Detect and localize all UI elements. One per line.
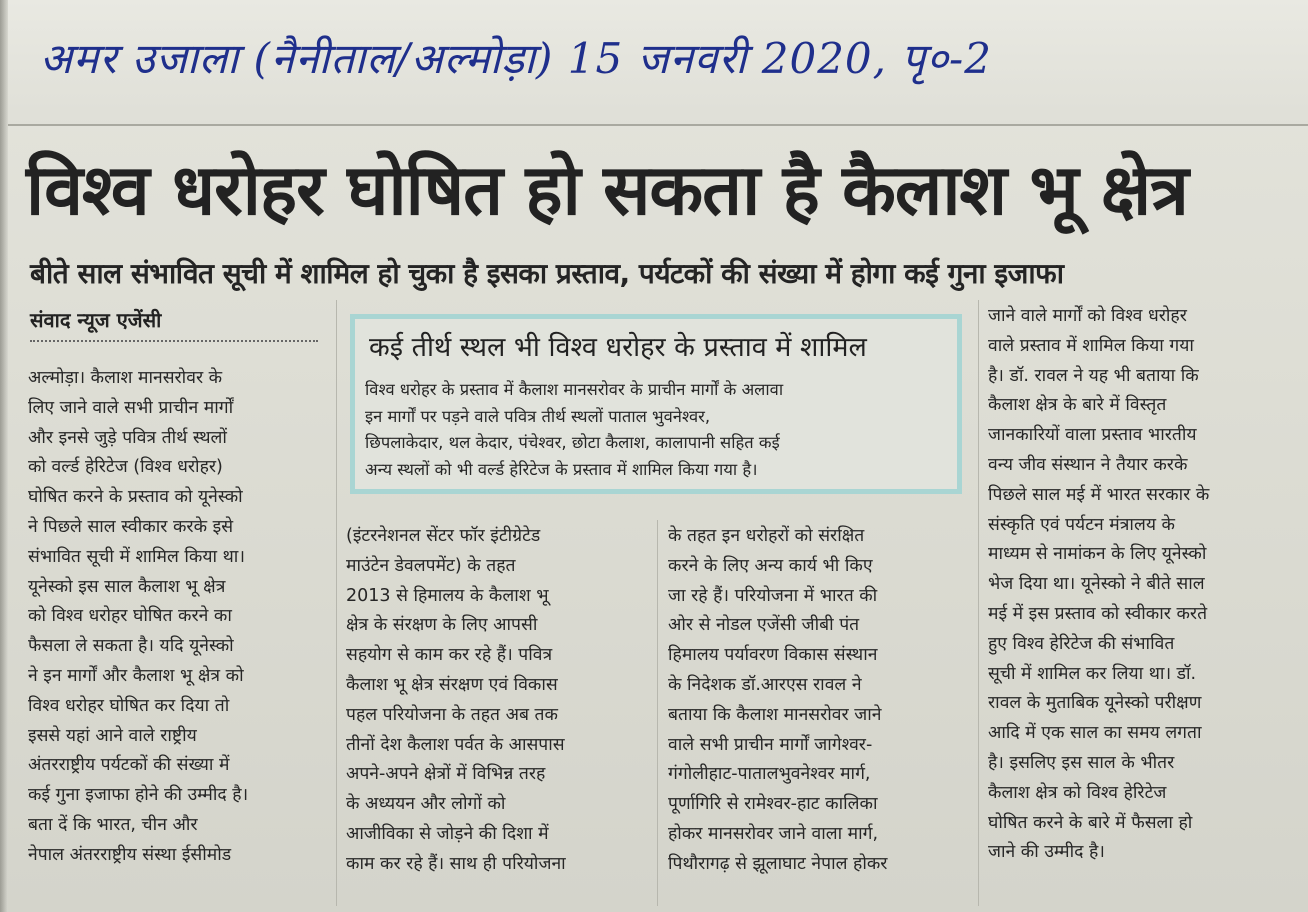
article-column-4: जाने वाले मार्गों को विश्व धरोहर वाले प्रस्ताव में शामिल किया गया है। डॉ. रावल ने यह भी बताया कि कैलाश क्षेत्र के बारे में विस्तृत जानकारियों वाला प्रस्ताव भारतीय वन्य जीव संस्थान ने तैयार करके पिछले साल मई में भारत सरकार के संस्कृति एवं पर्यटन मंत्रालय के माध्यम से नामांकन के लिए यूनेस्को भेज दिया था। यूनेस्को ने बीते साल मई में इस प्रस्ताव को स्वीकार करते हुए विश्व हेरिटेज की संभावित सूची में शामिल कर लिया था। डॉ. रावल के मुताबिक यूनेस्को परीक्षण आदि में एक साल का समय लगता है। इसलिए इस साल के भीतर कैलाश क्षेत्र को विश्व हेरिटेज घोषित करने के बारे में फैसला हो जाने की उम्मीद है। [988, 306, 1210, 863]
article-column-2: (इंटरनेशनल सेंटर फॉर इंटीग्रेटेड माउंटेन डेवलपमेंट) के तहत 2013 से हिमालय के कैलाश भू क्षेत्र के संरक्षण के लिए आपसी सहयोग से काम कर रहे हैं। पवित्र कैलाश भू क्षेत्र संरक्षण एवं विकास पहल परियोजना के तहत अब तक तीनों देश कैलाश पर्वत के आसपास अपने-अपने क्षेत्रों में विभिन्न तरह के अध्ययन और लोगों को आजीविका से जोड़ने की दिशा में काम कर रहे हैं। साथ ही परियोजना [346, 526, 566, 874]
handwritten-source-note: अमर उजाला (नैनीताल/अल्मोड़ा) 15 जनवरी 2020, पृ०-2 [40, 34, 992, 83]
fold-line [8, 124, 1308, 126]
highlight-box-title: कई तीर्थ स्थल भी विश्व धरोहर के प्रस्ताव में शामिल [369, 332, 867, 363]
subheadline: बीते साल संभावित सूची में शामिल हो चुका है इसका प्रस्ताव, पर्यटकों की संख्या में होगा कई गुना इजाफा [30, 257, 1064, 290]
article-column-3: के तहत इन धरोहरों को संरक्षित करने के लिए अन्य कार्य भी किए जा रहे हैं। परियोजना में भारत की ओर से नोडल एजेंसी जीबी पंत हिमालय पर्यावरण विकास संस्थान के निदेशक डॉ.आरएस रावल ने बताया कि कैलाश मानसरोवर जाने वाले सभी प्राचीन मार्गों जागेश्वर- गंगोलीहाट-पातालभुवनेश्वर मार्ग, पूर्णागिरि से रामेश्वर-हाट कालिका होकर मानसरोवर जाने वाला मार्ग, पिथौरागढ़ से झूलाघाट नेपाल होकर [668, 526, 888, 874]
headline: विश्व धरोहर घोषित हो सकता है कैलाश भू क्षेत्र [26, 149, 1188, 231]
byline-divider [30, 340, 318, 342]
page-edge-shadow [0, 0, 8, 912]
highlight-box [350, 314, 962, 494]
highlight-box-text: विश्व धरोहर के प्रस्ताव में कैलाश मानसरोवर के प्राचीन मार्गों के अलावा इन मार्गों पर पड़ने वाले पवित्र तीर्थ स्थलों पाताल भुवनेश्वर, छिपलाकेदार, थल केदार, पंचेश्वर, छोटा कैलाश, कालापानी सहित कई अन्य स्थलों को भी वर्ल्ड हेरिटेज के प्रस्ताव में शामिल किया गया है। [365, 380, 784, 479]
column-divider [657, 520, 658, 906]
byline: संवाद न्यूज एजेंसी [30, 308, 162, 332]
column-divider [978, 300, 979, 906]
article-column-1: अल्मोड़ा। कैलाश मानसरोवर के लिए जाने वाले सभी प्राचीन मार्गों और इनसे जुड़े पवित्र तीर्थ स्थलों को वर्ल्ड हेरिटेज (विश्व धरोहर) घोषित करने के प्रस्ताव को यूनेस्को ने पिछले साल स्वीकार करके इसे संभावित सूची में शामिल किया था। यूनेस्को इस साल कैलाश भू क्षेत्र को विश्व धरोहर घोषित करने का फैसला ले सकता है। यदि यूनेस्को ने इन मार्गों और कैलाश भू क्षेत्र को विश्व धरोहर घोषित कर दिया तो इससे यहां आने वाले राष्ट्रीय अंतरराष्ट्रीय पर्यटकों की संख्या में कई गुना इजाफा होने की उम्मीद है। बता दें कि भारत, चीन और नेपाल अंतरराष्ट्रीय संस्था ईसीमोड [28, 368, 249, 865]
column-divider [336, 300, 337, 906]
